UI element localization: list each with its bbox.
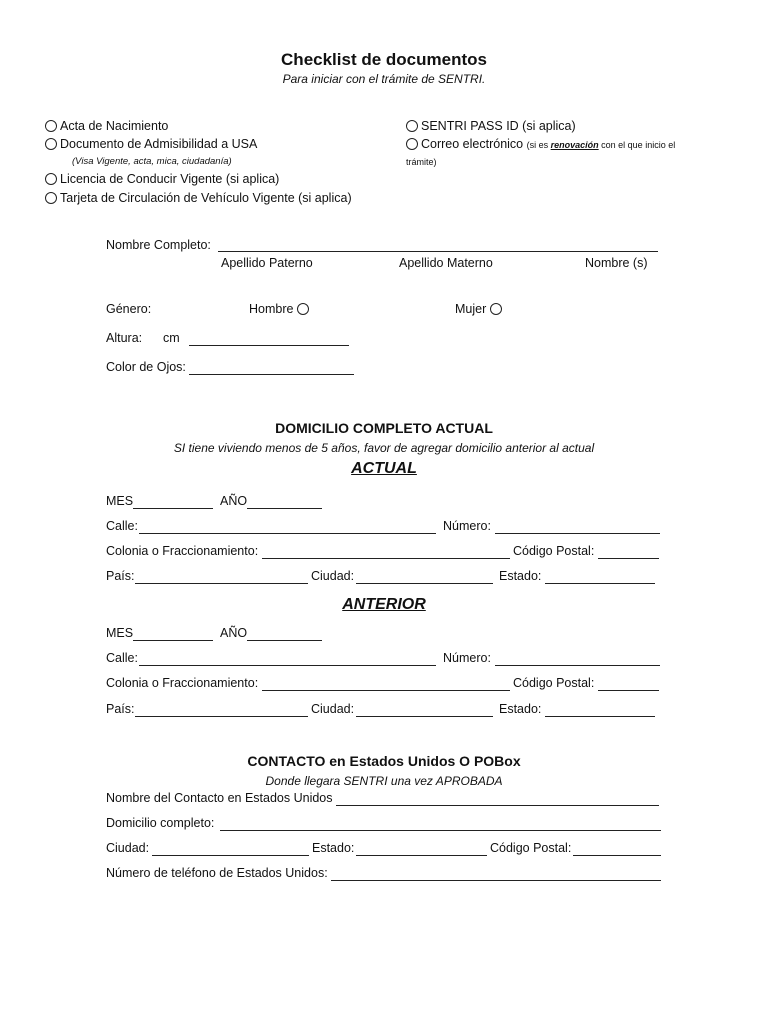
contact-zip-label: Código Postal:	[490, 841, 572, 855]
sub-apellido-paterno: Apellido Paterno	[221, 256, 313, 270]
checklist-label: Licencia de Conducir Vigente (si aplica)	[60, 172, 280, 186]
contact-address-label: Domicilio completo:	[106, 816, 215, 830]
previous-state-label: Estado:	[499, 702, 542, 716]
contact-subtitle: Donde llegara SENTRI una vez APROBADA	[265, 774, 503, 788]
current-country-field[interactable]	[135, 583, 308, 584]
current-state-field[interactable]	[545, 583, 655, 584]
current-colony-field[interactable]	[262, 558, 510, 559]
radio-circle-icon[interactable]	[45, 173, 57, 185]
checklist-item-sentri-pass[interactable]	[406, 119, 576, 133]
previous-month-label: MES	[106, 626, 134, 640]
current-heading: ACTUAL	[351, 460, 417, 477]
gender-male-option[interactable]	[249, 302, 309, 316]
contact-title: CONTACTO en Estados Unidos O POBox	[247, 753, 521, 769]
contact-phone-label: Número de teléfono de Estados Unidos:	[106, 866, 328, 880]
previous-month-field[interactable]	[133, 640, 213, 641]
radio-circle-icon[interactable]	[45, 192, 57, 204]
contact-city-label: Ciudad:	[106, 841, 150, 855]
checklist-item-correo[interactable]	[406, 137, 675, 151]
previous-number-label: Número:	[443, 651, 491, 665]
previous-year-field[interactable]	[247, 640, 322, 641]
gender-female-label: Mujer	[455, 302, 487, 316]
address-subtitle: SI tiene viviendo menos de 5 años, favor de agregar domicilio anterior al actual	[173, 441, 595, 455]
checklist-item-acta[interactable]	[45, 119, 168, 133]
previous-state-field[interactable]	[545, 716, 655, 717]
previous-zip-label: Código Postal:	[513, 676, 595, 690]
previous-country-label: País:	[106, 702, 135, 716]
radio-circle-icon[interactable]	[406, 120, 418, 132]
contact-state-field[interactable]	[356, 855, 487, 856]
height-label: Altura:	[106, 331, 143, 345]
checklist-item-licencia[interactable]	[45, 172, 279, 186]
current-state-label: Estado:	[499, 569, 542, 583]
contact-city-field[interactable]	[152, 855, 309, 856]
contact-name-label: Nombre del Contacto en Estados Unidos	[106, 791, 333, 805]
radio-circle-icon[interactable]	[297, 303, 309, 315]
previous-street-field[interactable]	[139, 665, 436, 666]
eyes-field[interactable]	[189, 374, 354, 375]
radio-circle-icon[interactable]	[45, 120, 57, 132]
current-city-field[interactable]	[356, 583, 493, 584]
current-city-label: Ciudad:	[311, 569, 355, 583]
gender-label: Género:	[106, 302, 152, 316]
contact-name-field[interactable]	[336, 805, 659, 806]
previous-street-label: Calle:	[106, 651, 138, 665]
current-number-field[interactable]	[495, 533, 660, 534]
previous-country-field[interactable]	[135, 716, 308, 717]
previous-colony-field[interactable]	[262, 690, 510, 691]
checklist-label: Documento de Admisibilidad a USA	[60, 137, 258, 151]
page-subtitle: Para iniciar con el trámite de SENTRI.	[282, 72, 486, 86]
height-field[interactable]	[189, 345, 349, 346]
current-zip-label: Código Postal:	[513, 544, 595, 558]
current-zip-field[interactable]	[598, 558, 659, 559]
checklist-label: Tarjeta de Circulación de Vehículo Vigente (si aplica)	[60, 191, 352, 205]
previous-zip-field[interactable]	[598, 690, 659, 691]
height-unit: cm	[163, 331, 180, 345]
checklist-label: SENTRI PASS ID (si aplica)	[421, 119, 576, 133]
current-month-label: MES	[106, 494, 134, 508]
radio-circle-icon[interactable]	[45, 138, 57, 150]
name-label: Nombre Completo:	[106, 238, 211, 252]
gender-female-option[interactable]	[455, 302, 502, 316]
email-note-line2: trámite)	[406, 157, 437, 167]
page-title: Checklist de documentos	[281, 50, 487, 69]
contact-zip-field[interactable]	[573, 855, 661, 856]
contact-state-label: Estado:	[312, 841, 355, 855]
previous-city-label: Ciudad:	[311, 702, 355, 716]
checklist-item-tarjeta[interactable]	[45, 191, 352, 205]
previous-city-field[interactable]	[356, 716, 493, 717]
current-year-field[interactable]	[247, 508, 322, 509]
current-year-label: AÑO	[220, 494, 248, 508]
contact-address-field[interactable]	[220, 830, 661, 831]
radio-circle-icon[interactable]	[406, 138, 418, 150]
admisibilidad-note: (Visa Vigente, acta, mica, ciudadanía)	[72, 156, 232, 167]
current-number-label: Número:	[443, 519, 491, 533]
current-month-field[interactable]	[133, 508, 213, 509]
current-country-label: País:	[106, 569, 135, 583]
contact-phone-field[interactable]	[331, 880, 661, 881]
current-street-label: Calle:	[106, 519, 138, 533]
sub-nombres: Nombre (s)	[585, 256, 648, 270]
eyes-label: Color de Ojos:	[106, 360, 186, 374]
gender-male-label: Hombre	[249, 302, 294, 316]
current-street-field[interactable]	[139, 533, 436, 534]
previous-number-field[interactable]	[495, 665, 660, 666]
current-colony-label: Colonia o Fraccionamiento:	[106, 544, 259, 558]
previous-year-label: AÑO	[220, 626, 248, 640]
email-note: (si es renovación con el que inicio el	[526, 140, 676, 150]
sub-apellido-materno: Apellido Materno	[399, 256, 493, 270]
address-title: DOMICILIO COMPLETO ACTUAL	[275, 420, 493, 436]
name-field[interactable]	[218, 251, 658, 252]
radio-circle-icon[interactable]	[490, 303, 502, 315]
checklist-label: Correo electrónico	[421, 137, 524, 151]
previous-heading: ANTERIOR	[342, 596, 426, 613]
checklist-label: Acta de Nacimiento	[60, 119, 169, 133]
checklist-item-admisibilidad[interactable]	[45, 137, 257, 151]
previous-colony-label: Colonia o Fraccionamiento:	[106, 676, 259, 690]
